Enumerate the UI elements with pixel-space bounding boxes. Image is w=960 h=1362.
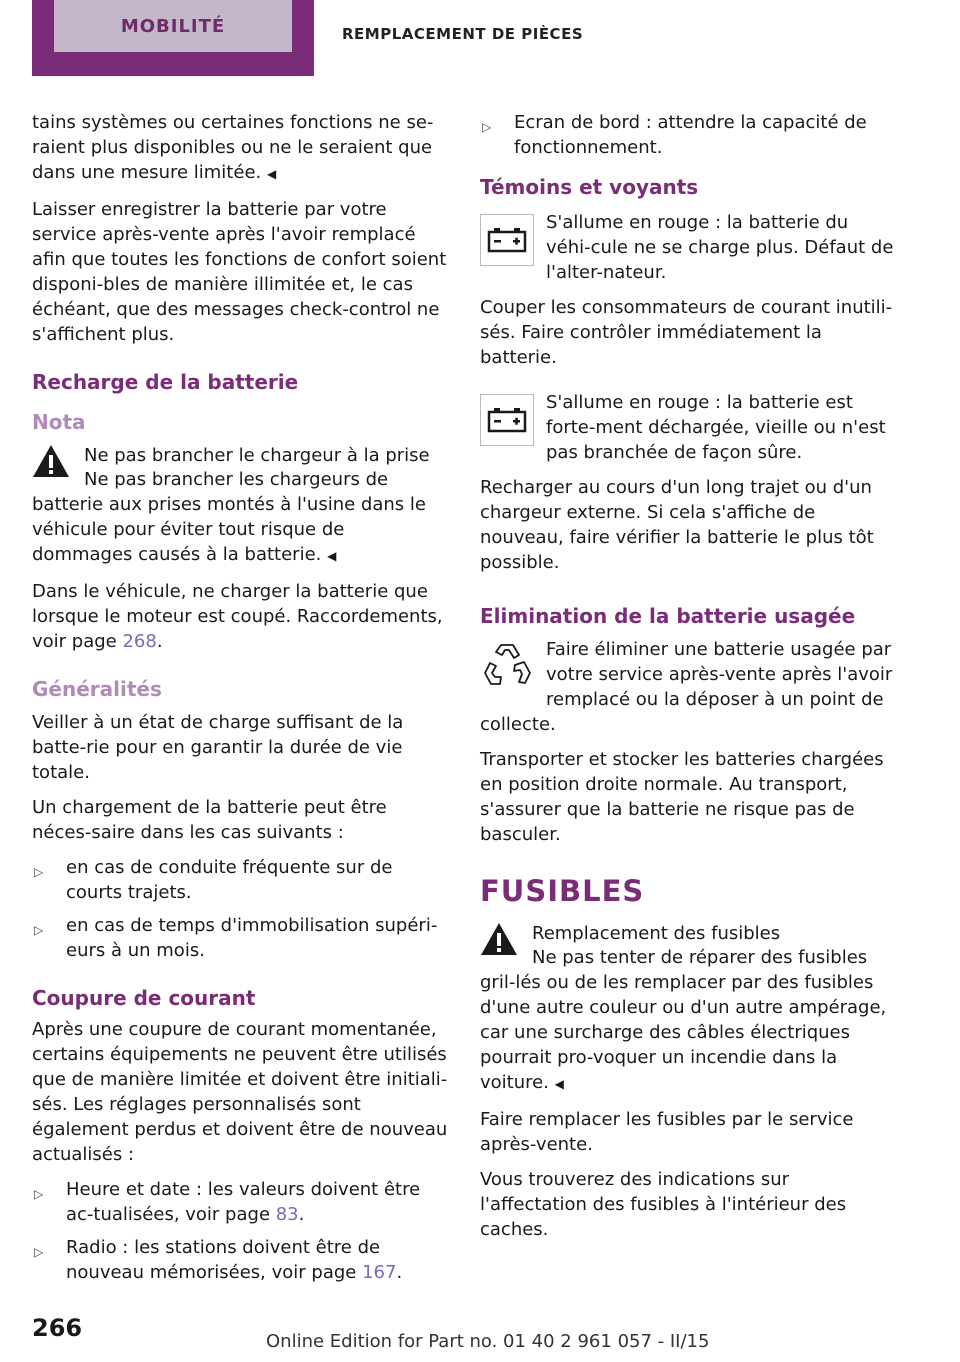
indicator-row [480,210,896,295]
section-title: REMPLACEMENT DE PIÈCES [342,25,584,43]
triangle-bullet-icon: ▷ [482,120,492,134]
footer-edition: Online Edition for Part no. 01 40 2 961 057 - II/15 [266,1331,710,1352]
indicator-row [480,390,896,475]
heading-temoins: Témoins et voyants [480,175,699,199]
recycle-row [480,637,896,747]
page-link-83[interactable]: 83 [275,1204,299,1225]
warning-title: Remplacement des fusibles [532,923,781,944]
page-link-167[interactable]: 167 [362,1262,397,1283]
page-link-268[interactable]: 268 [122,631,157,652]
paragraph: Faire éliminer une batterie usagée par votre service après-vente après l'avoir remplacé ou la déposer à un point de collecte. [480,639,893,735]
paragraph: Couper les consommateurs de courant inutili-sés. Faire contrôler immédiatement la batterie. [480,297,893,368]
paragraph: Dans le véhicule, ne charger la batterie que lorsque le moteur est coupé. Raccordements, voir page 268. [32,581,443,652]
warning-triangle-icon [480,921,518,957]
paragraph: Un chargement de la batterie peut être néces-saire dans les cas suivants : [32,797,387,843]
indicator-text: S'allume en rouge : la batterie est forte-ment déchargée, vieille ou n'est pas branchée de façon sûre. [546,392,886,463]
heading-nota: Nota [32,410,86,434]
recycle-icon-box [480,639,534,691]
end-mark: ◀ [327,549,337,563]
warning-text: Ne pas brancher les chargeurs de batterie aux prises montés à l'usine dans le véhicule pour éviter tout risque de dommages causés à la batterie. ◀ [32,469,426,565]
end-mark: ◀ [554,1077,564,1091]
warning-note [480,921,896,971]
warning-triangle-icon [32,443,70,479]
battery-icon-box [480,394,534,446]
heading-recharge: Recharge de la batterie [32,370,299,394]
paragraph: Recharger au cours d'un long trajet ou d'un chargeur externe. Si cela s'affiche de nouveau, faire vérifier la batterie le plus tôt possible. [480,477,874,573]
triangle-bullet-icon: ▷ [34,1187,44,1201]
battery-icon-box [480,214,534,266]
paragraph: tains systèmes ou certaines fonctions ne se-raient plus disponibles ou ne le seraient que dans une mesure limitée. ◀ [32,112,434,183]
list-item: ▷ Heure et date : les valeurs doivent être ac-tualisées, voir page 83. [34,1179,421,1225]
paragraph: Veiller à un état de charge suffisant de la batte-rie pour en garantir la durée de vie totale. [32,712,404,783]
page-number: 266 [32,1314,83,1342]
left-column [32,110,448,1295]
list-item: ▷ Radio : les stations doivent être de nouveau mémorisées, voir page 167. [34,1237,403,1283]
heading-elimination: Elimination de la batterie usagée [480,604,856,628]
chapter-tab [32,0,314,76]
heading-fusibles: FUSIBLES [480,874,645,908]
heading-coupure: Coupure de courant [32,986,256,1010]
bullet-list [32,1177,448,1285]
right-column [480,110,896,1252]
heading-generalites: Généralités [32,677,162,701]
battery-icon [485,225,529,255]
end-mark: ◀ [266,167,277,181]
triangle-bullet-icon: ▷ [34,1245,44,1259]
triangle-bullet-icon: ▷ [34,865,44,879]
warning-title: Ne pas brancher le chargeur à la prise [84,445,430,466]
indicator-text: S'allume en rouge : la batterie du véhi-cule ne se charge plus. Défaut de l'alter-nateur. [546,212,894,283]
paragraph: Laisser enregistrer la batterie par votre service après-vente après l'avoir remplacé afin que toutes les fonctions de confort soient disponi-bles de manière illimitée et, le cas échéant, que des messages check-control ne s'affichent plus. [32,199,447,345]
warning-text: Ne pas tenter de réparer des fusibles gril-lés ou de les remplacer par des fusibles d'une autre couleur ou d'un autre ampérage, car une surcharge des câbles électriques pourrait pro-voquer un incendie dans la voiture. ◀ [480,947,887,1093]
bullet-list [480,110,896,160]
triangle-bullet-icon: ▷ [34,923,44,937]
warning-note [32,443,448,493]
battery-icon [485,405,529,435]
list-item: ▷ en cas de conduite fréquente sur de courts trajets. [34,857,393,903]
paragraph: Faire remplacer les fusibles par le service après-vente. [480,1109,854,1155]
bullet-list [32,855,448,963]
list-item: ▷ en cas de temps d'immobilisation supéri-eurs à un mois. [34,915,438,961]
paragraph: Après une coupure de courant momentanée, certains équipements ne peuvent être utilisés que de manière limitée et doivent être initiali-sés. Les réglages personnalisés sont également perdus et doivent être de nouveau actualisés : [32,1019,448,1165]
paragraph: Transporter et stocker les batteries chargées en position droite normale. Au transport, s'assurer que la batterie ne risque pas de basculer. [480,749,884,845]
paragraph: Vous trouverez des indications sur l'affectation des fusibles à l'intérieur des caches. [480,1169,847,1240]
recycle-icon [482,640,532,690]
chapter-tab-label: MOBILITÉ [54,0,292,52]
list-item: ▷ Ecran de bord : attendre la capacité de fonctionnement. [482,112,867,158]
